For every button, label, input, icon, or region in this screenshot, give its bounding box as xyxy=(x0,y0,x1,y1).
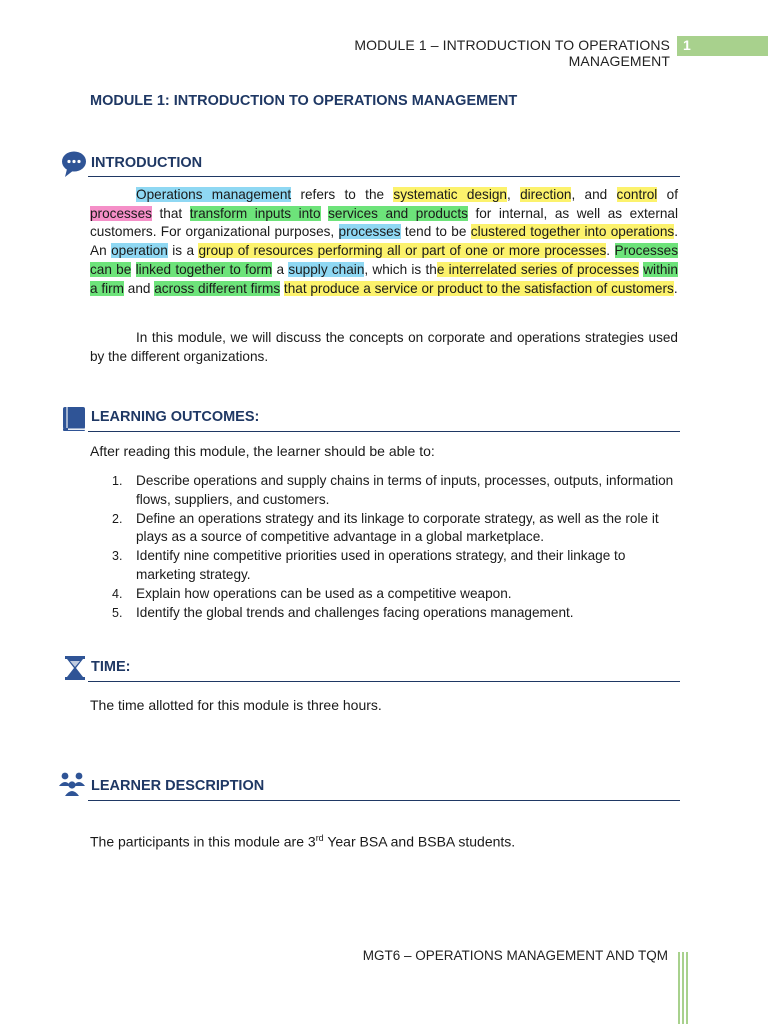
learner-description-text: The participants in this module are 3rd Year BSA and BSBA students. xyxy=(90,833,516,850)
highlighted-phrase: processes xyxy=(338,224,401,240)
footer-accent-bar xyxy=(682,952,684,1024)
hourglass-icon xyxy=(64,655,86,686)
highlighted-phrase: transform inputs into xyxy=(189,205,321,221)
paragraph-text: . xyxy=(606,243,615,259)
highlighted-phrase: processes xyxy=(90,205,152,221)
section-heading-learner-description: LEARNER DESCRIPTION xyxy=(91,778,265,794)
highlighted-phrase: linked together to form xyxy=(135,261,273,277)
paragraph-text: tend to be xyxy=(400,224,471,240)
highlighted-phrase: direction xyxy=(520,187,572,202)
list-item-number: 5. xyxy=(112,605,123,620)
highlighted-phrase: Processes can be xyxy=(90,243,678,277)
section-rule xyxy=(88,681,680,682)
running-footer-title: MGT6 – OPERATIONS MANAGEMENT AND TQM xyxy=(362,948,668,963)
introduction-paragraph xyxy=(90,186,678,298)
list-item xyxy=(108,472,678,509)
paragraph-text: is a xyxy=(167,243,199,259)
list-item xyxy=(108,585,678,604)
page-number: 1 xyxy=(683,37,691,53)
list-item-text: Identify nine competitive priorities used in operations strategy, and their linkage to marketing strategy. xyxy=(136,548,626,582)
highlighted-phrase: control xyxy=(616,187,658,202)
paragraph-text xyxy=(131,262,135,277)
highlighted-phrase: that produce a service or product to the satisfaction of customers xyxy=(283,280,674,296)
section-rule xyxy=(88,800,680,801)
list-item-number: 3. xyxy=(112,549,123,563)
section-rule xyxy=(88,431,680,432)
highlighted-phrase: systematic design xyxy=(393,187,507,202)
highlighted-phrase: operation xyxy=(111,243,168,259)
highlighted-phrase: clustered together into operations xyxy=(470,224,675,240)
highlighted-phrase: Operations management xyxy=(136,187,292,202)
highlighted-phrase: group of resources performing all or part of one or more processes xyxy=(198,243,607,259)
paragraph-text: , xyxy=(506,187,521,202)
paragraph-text: and xyxy=(123,280,155,296)
speech-bubble-icon xyxy=(61,150,87,183)
paragraph-text: that xyxy=(151,205,190,221)
highlighted-phrase: services and products xyxy=(328,205,468,221)
paragraph-text: . An xyxy=(90,224,678,259)
running-header-title: MODULE 1 – INTRODUCTION TO OPERATIONS MANAGEMENT xyxy=(354,37,670,69)
book-icon xyxy=(61,405,87,438)
list-item-number: 2. xyxy=(112,511,123,526)
learning-outcomes-list xyxy=(108,472,678,623)
footer-accent-bar xyxy=(686,952,688,1024)
footer-accent-bar xyxy=(678,952,680,1024)
paragraph-text: of xyxy=(657,187,678,202)
module-title: MODULE 1: INTRODUCTION TO OPERATIONS MANAGEMENT xyxy=(90,93,518,109)
list-item xyxy=(108,510,678,547)
group-icon xyxy=(58,771,86,802)
paragraph-text: . xyxy=(673,280,678,296)
highlighted-phrase: supply chain xyxy=(288,261,365,277)
list-item-number: 4. xyxy=(112,586,123,601)
paragraph-text: , which is th xyxy=(364,261,437,277)
paragraph-text: refers to the xyxy=(291,187,394,202)
highlighted-phrase: across different firms xyxy=(154,280,281,296)
paragraph-text: for internal, as well as external customers. For organizational purposes, xyxy=(90,205,679,240)
section-rule xyxy=(88,176,680,177)
list-item-text: Identify the global trends and challenges facing operations management. xyxy=(136,604,574,620)
list-item-text: Explain how operations can be used as a competitive weapon. xyxy=(136,585,512,601)
outcomes-intro-text: After reading this module, the learner should be able to: xyxy=(90,443,435,459)
introduction-paragraph-2: In this module, we will discuss the concepts on corporate and operations strategies used by the different organizations. xyxy=(90,330,678,364)
section-heading-learning-outcomes: LEARNING OUTCOMES: xyxy=(91,409,260,425)
highlighted-phrase: within a firm xyxy=(90,261,678,296)
time-text: The time allotted for this module is three hours. xyxy=(90,697,382,713)
list-item-text: Define an operations strategy and its linkage to corporate strategy, as well as the role it plays as a source of competitive advantage in a global marketplace. xyxy=(136,510,659,544)
paragraph-text: a xyxy=(272,261,289,277)
paragraph-text: , and xyxy=(571,187,617,202)
highlighted-phrase: e interrelated series of processes xyxy=(436,261,639,277)
list-item-text: Describe operations and supply chains in terms of inputs, processes, outputs, information flows, suppliers, and customers. xyxy=(136,473,674,507)
list-item xyxy=(108,604,678,623)
list-item-number: 1. xyxy=(112,474,123,488)
list-item xyxy=(108,547,678,584)
section-heading-time: TIME: xyxy=(91,659,131,675)
section-heading-introduction: INTRODUCTION xyxy=(91,155,203,171)
paragraph-text xyxy=(321,206,329,221)
